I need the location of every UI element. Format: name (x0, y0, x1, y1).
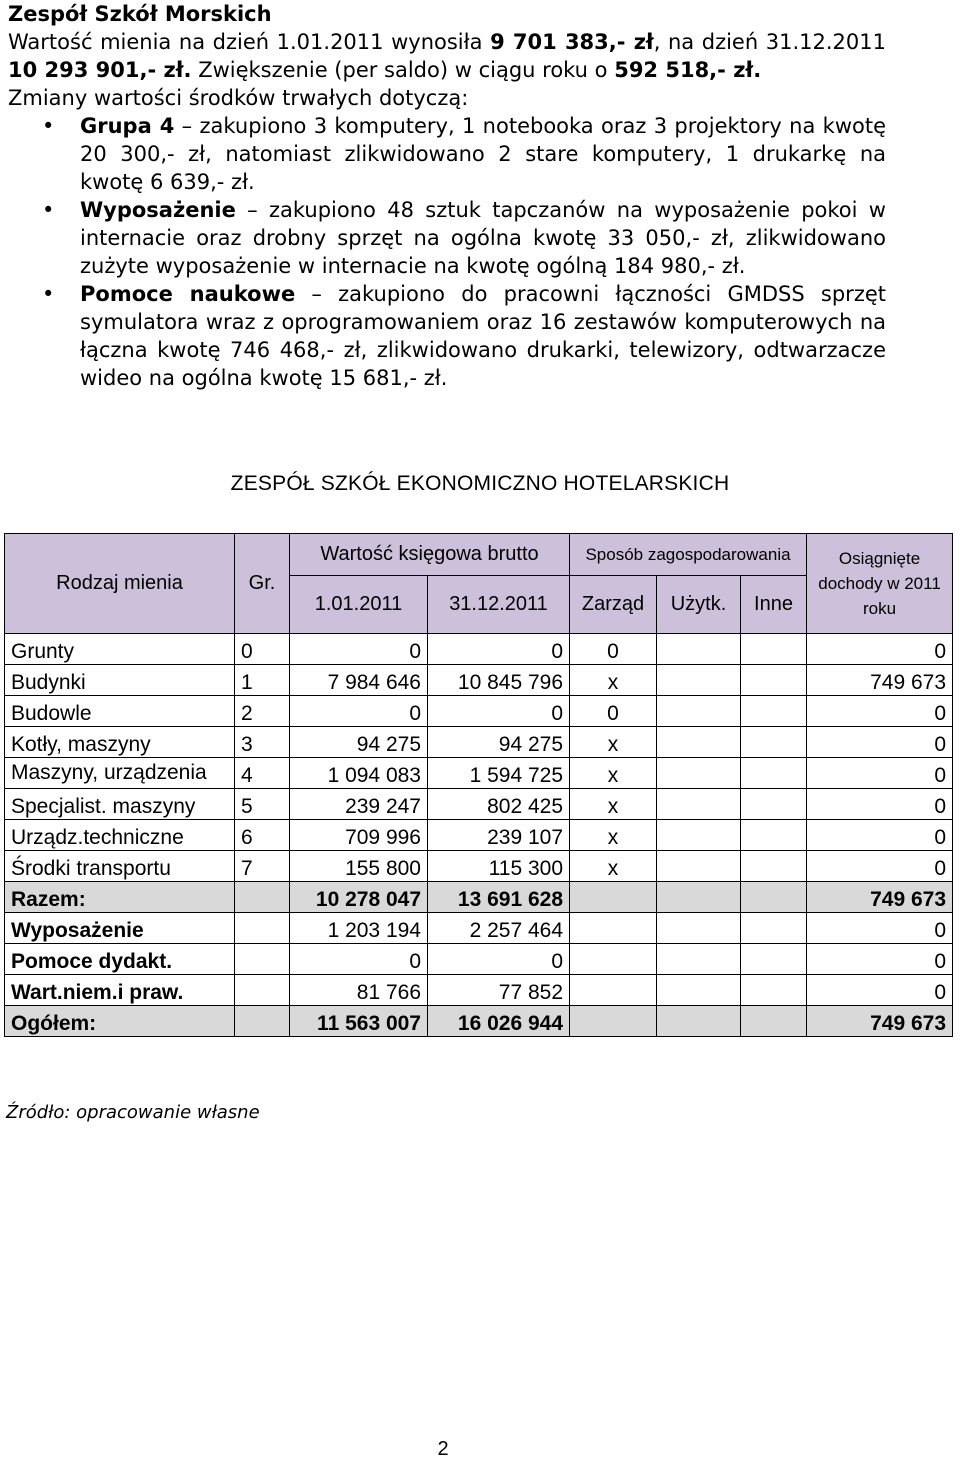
cell-gr: 0 (235, 634, 290, 665)
cell-value-start: 1 203 194 (290, 913, 428, 944)
assets-table (4, 533, 953, 1037)
cell-value-start: 81 766 (290, 975, 428, 1006)
list-item (8, 280, 886, 392)
page-number: 2 (437, 1438, 449, 1460)
cell-gr: 4 (235, 758, 290, 789)
cell-gr: 1 (235, 665, 290, 696)
cell-value-start: 0 (290, 634, 428, 665)
col-header-uzytk: Użytk. (657, 576, 741, 634)
cell-inne (741, 851, 807, 882)
cell-name: Maszyny, urządzenia (5, 758, 235, 789)
cell-uzytk (657, 758, 741, 789)
bullet-icon: • (42, 282, 55, 306)
cell-gr (235, 913, 290, 944)
cell-name: Specjalist. maszyny (5, 789, 235, 820)
cell-inne (741, 789, 807, 820)
cell-value-end: 1 594 725 (428, 758, 570, 789)
cell-dochody: 0 (807, 944, 953, 975)
cell-gr: 3 (235, 727, 290, 758)
cell-dochody: 0 (807, 696, 953, 727)
table-row (5, 944, 953, 975)
cell-zarzad: x (570, 851, 657, 882)
total-row (5, 1006, 953, 1037)
list-item (8, 196, 886, 280)
cell-name: Razem: (5, 882, 235, 913)
table-header (5, 534, 953, 634)
cell-zarzad: 0 (570, 696, 657, 727)
cell-uzytk (657, 634, 741, 665)
cell-uzytk (657, 944, 741, 975)
cell-gr: 5 (235, 789, 290, 820)
cell-dochody: 0 (807, 758, 953, 789)
cell-gr (235, 944, 290, 975)
table-row (5, 665, 953, 696)
list-item-text: – zakupiono do pracowni łączności GMDSS sprzęt symulatora wraz z oprogramowaniem oraz 16 zestawów komputerowych na łączna kwotę 746 468,- zł, zlikwidowano drukarki, telewizory, odtwarzacze wideo na ogólna kwotę 15 681,- zł. (80, 282, 886, 390)
cell-inne (741, 1006, 807, 1037)
list-item-term: Grupa 4 (80, 114, 175, 138)
cell-gr (235, 975, 290, 1006)
cell-zarzad: x (570, 820, 657, 851)
col-header-date-end: 31.12.2011 (428, 576, 570, 634)
col-header-date-start: 1.01.2011 (290, 576, 428, 634)
document-body (8, 0, 886, 392)
col-header-zarzad: Zarząd (570, 576, 657, 634)
cell-zarzad: x (570, 758, 657, 789)
cell-zarzad (570, 944, 657, 975)
section-heading: Zespół Szkół Morskich (8, 2, 272, 26)
value-summary (8, 28, 886, 84)
cell-inne (741, 820, 807, 851)
cell-value-end: 115 300 (428, 851, 570, 882)
changes-intro: Zmiany wartości środków trwałych dotyczą: (8, 86, 469, 110)
cell-dochody: 0 (807, 975, 953, 1006)
changes-list (8, 112, 886, 392)
cell-dochody: 0 (807, 913, 953, 944)
cell-zarzad: x (570, 789, 657, 820)
cell-value-start: 709 996 (290, 820, 428, 851)
cell-value-start: 1 094 083 (290, 758, 428, 789)
cell-dochody: 0 (807, 727, 953, 758)
cell-dochody: 749 673 (807, 882, 953, 913)
col-header-wartosc: Wartość księgowa brutto (290, 534, 570, 576)
cell-inne (741, 882, 807, 913)
cell-value-end: 239 107 (428, 820, 570, 851)
cell-name: Urządz.techniczne (5, 820, 235, 851)
cell-inne (741, 758, 807, 789)
summary-text-2: , na dzień 31.12.2011 (653, 30, 886, 54)
source-note: Źródło: opracowanie własne (6, 1102, 260, 1123)
cell-value-end: 0 (428, 696, 570, 727)
col-header-dochody: Osiągnięte dochody w 2011 roku (807, 534, 953, 634)
cell-gr (235, 1006, 290, 1037)
col-header-sposob: Sposób zagospodarowania (570, 534, 807, 576)
cell-value-end: 802 425 (428, 789, 570, 820)
cell-uzytk (657, 913, 741, 944)
cell-zarzad: 0 (570, 634, 657, 665)
cell-uzytk (657, 665, 741, 696)
cell-gr: 6 (235, 820, 290, 851)
cell-dochody: 0 (807, 634, 953, 665)
cell-zarzad (570, 882, 657, 913)
cell-value-end: 0 (428, 634, 570, 665)
list-item-term: Pomoce naukowe (80, 282, 296, 306)
cell-name: Budynki (5, 665, 235, 696)
cell-name: Grunty (5, 634, 235, 665)
cell-name: Środki transportu (5, 851, 235, 882)
cell-uzytk (657, 1006, 741, 1037)
cell-dochody: 0 (807, 789, 953, 820)
cell-value-start: 155 800 (290, 851, 428, 882)
table-row (5, 758, 953, 789)
value-start: 9 701 383,- zł (490, 30, 654, 54)
table-row (5, 975, 953, 1006)
table-row (5, 789, 953, 820)
cell-dochody: 0 (807, 820, 953, 851)
cell-uzytk (657, 882, 741, 913)
cell-uzytk (657, 975, 741, 1006)
cell-value-end: 13 691 628 (428, 882, 570, 913)
value-end: 10 293 901,- zł. (8, 58, 192, 82)
cell-uzytk (657, 851, 741, 882)
cell-value-start: 7 984 646 (290, 665, 428, 696)
cell-value-end: 2 257 464 (428, 913, 570, 944)
summary-text-3: Zwiększenie (per saldo) w ciągu roku o (191, 58, 615, 82)
cell-zarzad (570, 1006, 657, 1037)
bullet-icon: • (42, 198, 55, 222)
cell-uzytk (657, 789, 741, 820)
list-item-term: Wyposażenie (80, 198, 236, 222)
table-row (5, 913, 953, 944)
cell-uzytk (657, 820, 741, 851)
cell-value-start: 239 247 (290, 789, 428, 820)
cell-name: Kotły, maszyny (5, 727, 235, 758)
cell-value-end: 94 275 (428, 727, 570, 758)
cell-value-start: 0 (290, 944, 428, 975)
cell-value-start: 10 278 047 (290, 882, 428, 913)
table-row (5, 727, 953, 758)
cell-inne (741, 634, 807, 665)
cell-inne (741, 944, 807, 975)
summary-text-1: Wartość mienia na dzień 1.01.2011 wynosiła (8, 30, 491, 54)
list-item (8, 112, 886, 196)
cell-value-start: 11 563 007 (290, 1006, 428, 1037)
cell-value-end: 10 845 796 (428, 665, 570, 696)
cell-value-start: 0 (290, 696, 428, 727)
cell-inne (741, 975, 807, 1006)
cell-name: Wart.niem.i praw. (5, 975, 235, 1006)
value-increase: 592 518,- zł. (614, 58, 762, 82)
cell-name: Wyposażenie (5, 913, 235, 944)
cell-zarzad: x (570, 665, 657, 696)
cell-value-end: 0 (428, 944, 570, 975)
cell-inne (741, 696, 807, 727)
cell-zarzad: x (570, 727, 657, 758)
cell-name: Ogółem: (5, 1006, 235, 1037)
col-header-rodzaj: Rodzaj mienia (5, 534, 235, 634)
cell-gr: 7 (235, 851, 290, 882)
cell-inne (741, 665, 807, 696)
cell-inne (741, 727, 807, 758)
bullet-icon: • (42, 114, 55, 138)
cell-dochody: 749 673 (807, 665, 953, 696)
col-header-inne: Inne (741, 576, 807, 634)
cell-name: Pomoce dydakt. (5, 944, 235, 975)
subtotal-row (5, 882, 953, 913)
cell-uzytk (657, 727, 741, 758)
cell-uzytk (657, 696, 741, 727)
cell-dochody: 749 673 (807, 1006, 953, 1037)
cell-zarzad (570, 913, 657, 944)
list-item-text: – zakupiono 48 sztuk tapczanów na wyposażenie pokoi w internacie oraz drobny sprzęt na ogólna kwotę 33 050,- zł, zlikwidowano zużyte wyposażenie w internacie na kwotę ogólną 184 980,- zł. (80, 198, 886, 278)
cell-gr: 2 (235, 696, 290, 727)
cell-dochody: 0 (807, 851, 953, 882)
cell-value-start: 94 275 (290, 727, 428, 758)
table-row (5, 634, 953, 665)
cell-value-end: 77 852 (428, 975, 570, 1006)
cell-name: Budowle (5, 696, 235, 727)
list-item-text: – zakupiono 3 komputery, 1 notebooka oraz 3 projektory na kwotę 20 300,- zł, natomiast zlikwidowano 2 stare komputery, 1 drukarkę na kwotę 6 639,- zł. (80, 114, 886, 194)
cell-inne (741, 913, 807, 944)
cell-gr (235, 882, 290, 913)
table-row (5, 851, 953, 882)
table-row (5, 696, 953, 727)
cell-value-end: 16 026 944 (428, 1006, 570, 1037)
table-row (5, 820, 953, 851)
table-section-title: ZESPÓŁ SZKÓŁ EKONOMICZNO HOTELARSKICH (230, 472, 730, 495)
col-header-gr: Gr. (235, 534, 290, 634)
cell-zarzad (570, 975, 657, 1006)
